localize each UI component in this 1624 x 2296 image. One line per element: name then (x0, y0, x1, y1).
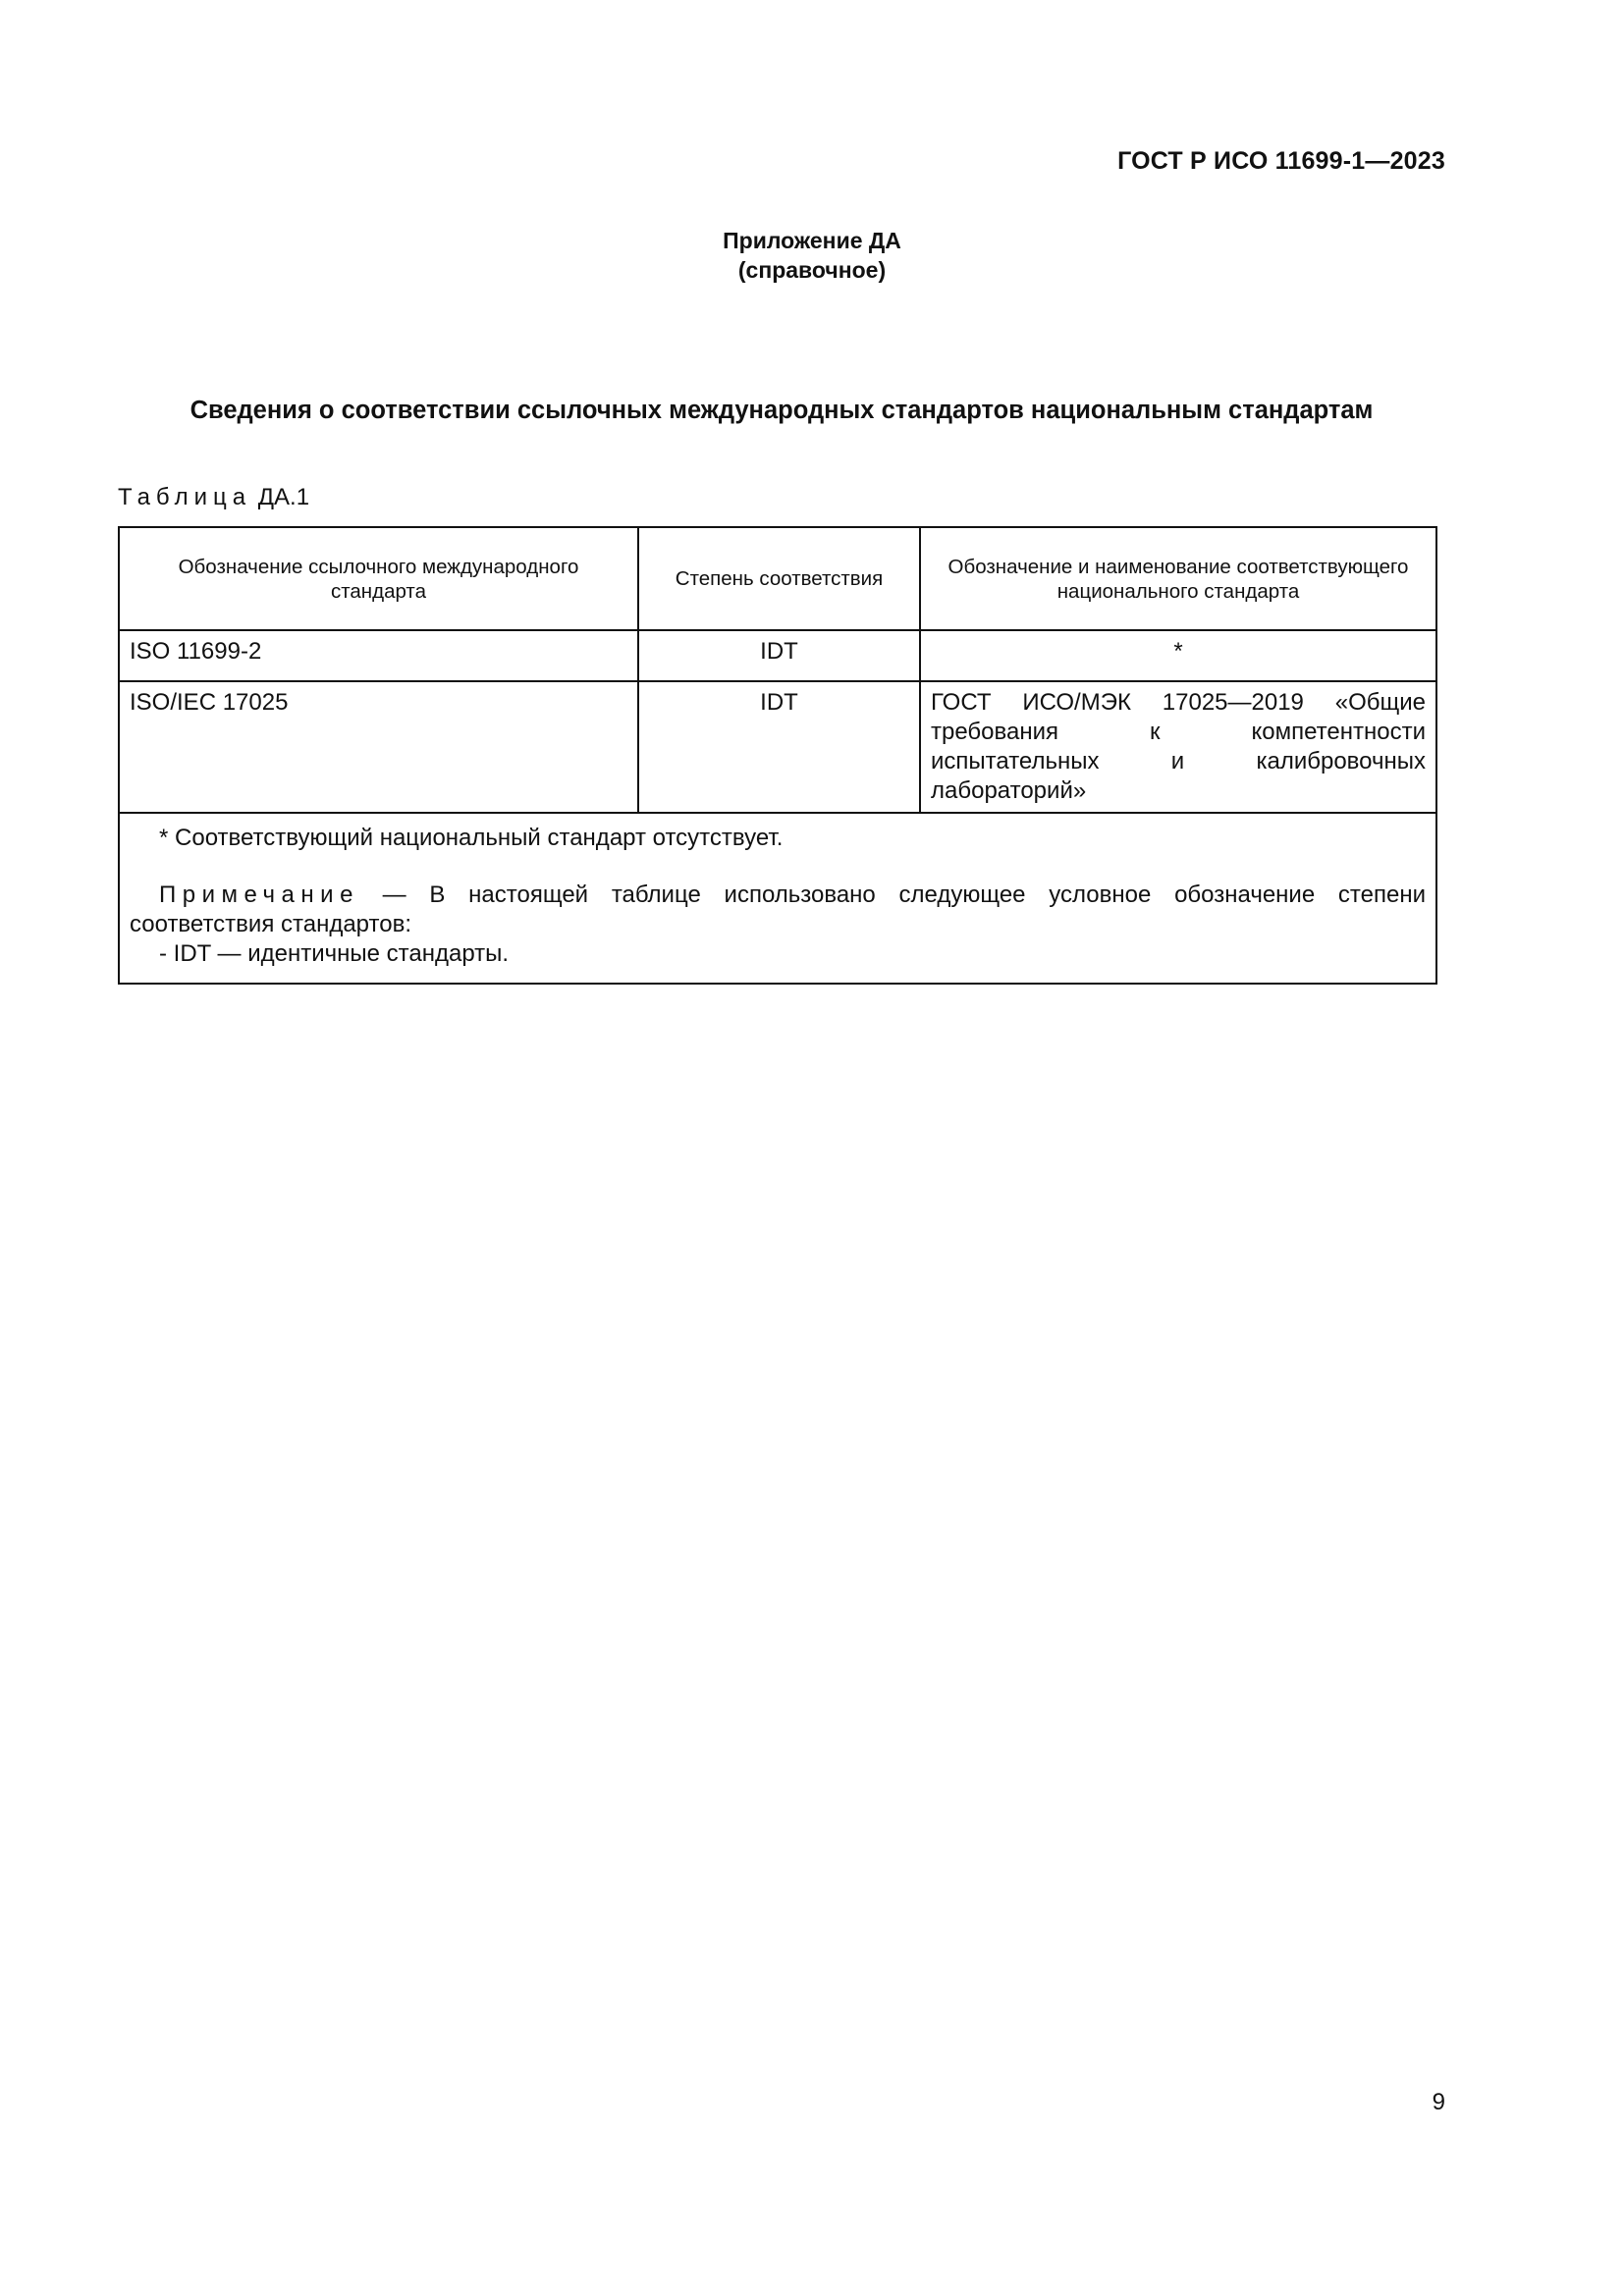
header-national-standard: Обозначение и наименование соответствующего национального стандарта (920, 527, 1436, 630)
table-label-prefix: Таблица (118, 484, 252, 510)
table-header-row (119, 527, 1436, 630)
note-text: — В настоящей таблице использовано следующее условное обозначение степени соответствия стандартов: (130, 881, 1426, 937)
cell-intl-standard: ISO/IEC 17025 (119, 681, 638, 813)
appendix-name: Приложение ДА (723, 228, 901, 253)
correspondence-table (118, 526, 1437, 985)
appendix-title: Сведения о соответствии ссылочных международных стандартов национальным стандартам (189, 397, 1374, 424)
appendix-status: (справочное) (737, 257, 887, 283)
table-note (130, 881, 1426, 939)
table-label-number: ДА.1 (257, 484, 310, 510)
table-notes (119, 813, 1436, 984)
page-number: 9 (1432, 2089, 1445, 2115)
header-degree: Степень соответствия (638, 527, 920, 630)
table-label (118, 484, 309, 511)
header-intl-standard: Обозначение ссылочного международного стандарта (119, 527, 638, 630)
table-row (119, 630, 1436, 681)
note-label: Примечание (159, 881, 359, 908)
table-footnote: * Соответствующий национальный стандарт отсутствует. (159, 825, 784, 851)
cell-national-standard: ГОСТ ИСО/МЭК 17025—2019 «Общие требования к компетентности испытательных и калибровочных лабораторий» (920, 681, 1436, 813)
document-code: ГОСТ Р ИСО 11699-1—2023 (1117, 147, 1445, 175)
table-notes-row (119, 813, 1436, 984)
cell-degree: IDT (638, 630, 920, 681)
table-row (119, 681, 1436, 813)
cell-national-standard: * (920, 630, 1436, 681)
appendix-heading (0, 226, 1624, 285)
cell-intl-standard: ISO 11699-2 (119, 630, 638, 681)
cell-degree: IDT (638, 681, 920, 813)
note-item: - IDT — идентичные стандарты. (159, 940, 510, 967)
